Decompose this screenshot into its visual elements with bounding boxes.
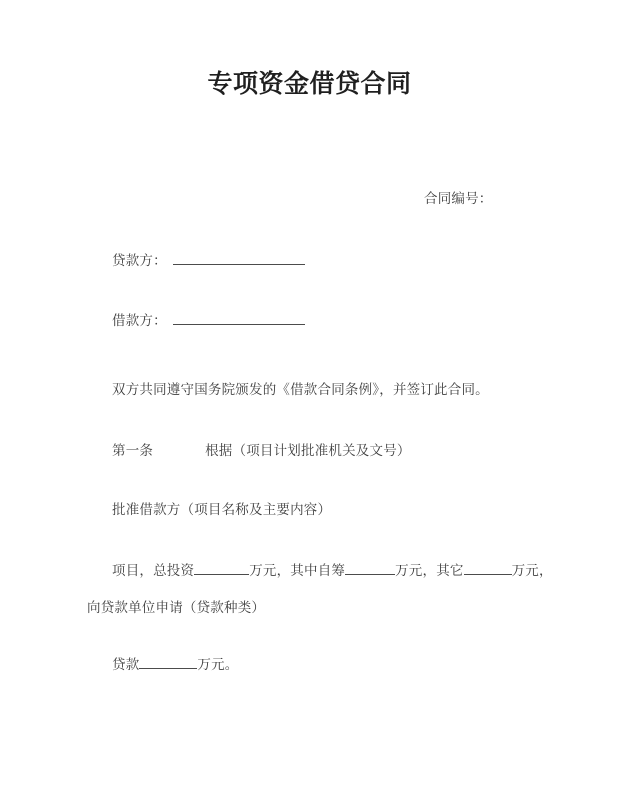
document-title: 专项资金借贷合同	[207, 71, 412, 98]
loan-unit-label: 万元。	[197, 657, 239, 672]
article1-text: 根据（项目计划批准机关及文号）	[205, 443, 411, 458]
preamble-text: 双方共同遵守国务院颁发的《借款合同条例》，并签订此合同。	[112, 382, 489, 397]
other-funds-blank-underline	[464, 561, 512, 575]
self-raised-blank-underline	[345, 561, 395, 575]
loan-label: 贷款	[112, 657, 140, 672]
investment-seg-self-raised: 万元，其中自筹	[249, 563, 346, 578]
borrower-line	[112, 311, 305, 329]
borrower-blank-underline	[173, 311, 305, 325]
contract-number-label: 合同编号：	[424, 191, 493, 206]
investment-seg-other: 万元，其它	[395, 563, 464, 578]
lender-line	[112, 251, 305, 269]
approve-borrower-text: 批准借款方（项目名称及主要内容）	[112, 502, 332, 517]
borrower-label: 借款方：	[112, 313, 167, 328]
investment-seg-project: 项目，总投资	[112, 563, 195, 578]
loan-amount-line	[112, 655, 239, 673]
article1-number: 第一条	[112, 443, 154, 458]
lender-label: 贷款方：	[112, 253, 167, 268]
loan-amount-blank-underline	[139, 655, 197, 669]
investment-seg-unit: 万元，	[511, 563, 553, 578]
article1-line	[112, 442, 411, 459]
investment-line	[112, 561, 553, 579]
lender-blank-underline	[173, 251, 305, 265]
loan-application-text: 向贷款单位申请（贷款种类）	[87, 600, 266, 615]
total-investment-blank-underline	[194, 561, 249, 575]
